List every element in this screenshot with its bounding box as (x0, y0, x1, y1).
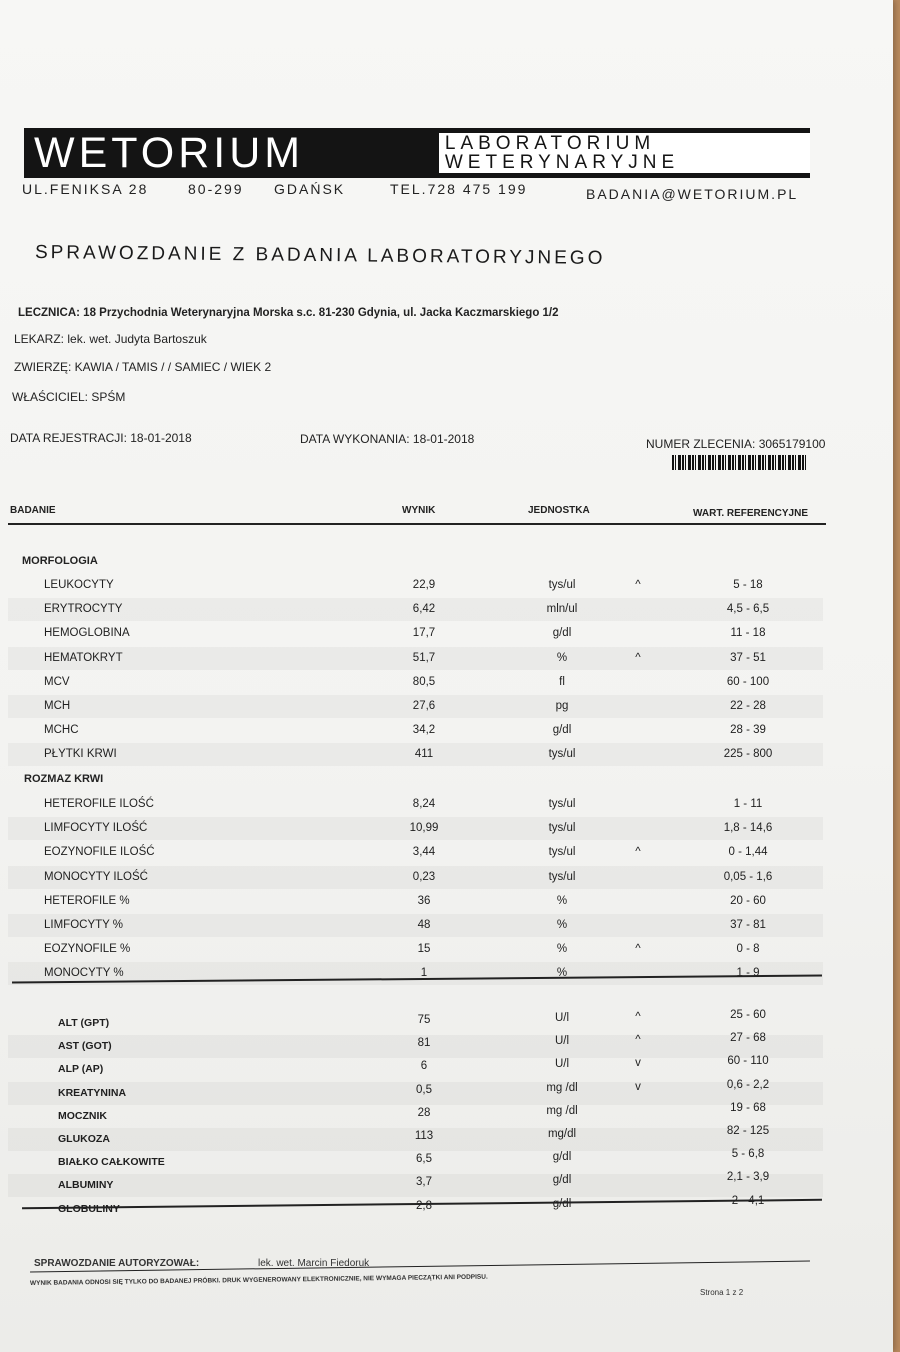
result-value: 48 (417, 919, 431, 931)
table-row (8, 1032, 823, 1058)
reference-range: 0 - 8 (736, 943, 760, 956)
clinic-value: 18 Przychodnia Weterynaryjna Morska s.c. 81-230 Gdynia, ul. Jacka Kaczmarskiego 1/2 (83, 307, 559, 319)
flag: ^ (635, 651, 641, 664)
table-row (8, 719, 823, 742)
test-name: GLUKOZA (58, 1133, 110, 1145)
flag: v (635, 1080, 641, 1093)
reference-range: 37 - 81 (730, 919, 766, 931)
test-name: ALBUMINY (58, 1179, 114, 1192)
table-row (8, 743, 823, 766)
test-name: HEMATOKRYT (44, 651, 123, 664)
reference-range: 5 - 18 (733, 579, 763, 591)
owner-value: SPŚM (91, 390, 126, 404)
unit: g/dl (552, 1197, 572, 1210)
reference-range: 22 - 28 (730, 700, 766, 712)
test-name: MOCZNIK (58, 1109, 107, 1122)
reference-range: 82 - 125 (726, 1125, 770, 1137)
result-value: 1 (420, 967, 428, 980)
test-name: AST (GOT) (58, 1040, 112, 1053)
reference-range: 5 - 6,8 (731, 1148, 765, 1161)
reference-range: 60 - 110 (727, 1055, 769, 1068)
order-number-label: NUMER ZLECENIA: (646, 437, 756, 451)
table-row (8, 866, 823, 889)
result-value: 75 (417, 1014, 431, 1026)
flag: ^ (635, 1034, 641, 1047)
table-row (8, 817, 823, 840)
unit: tys/ul (548, 798, 576, 810)
flag: ^ (635, 579, 641, 591)
unit: tys/ul (548, 846, 576, 859)
report-title: SPRAWOZDANIE Z BADANIA LABORATORYJNEGO (34, 242, 606, 269)
result-value: 81 (417, 1037, 431, 1050)
header-reference: WART. REFERENCYJNE (693, 508, 809, 519)
reference-range: 4,5 - 6,5 (726, 603, 770, 616)
disclaimer: WYNIK BADANIA ODNOSI SIĘ TYLKO DO BADANEJ PRÓBKI. DRUK WYGENEROWANY ELEKTRONICZNIE, NIE WYMAGA PIECZĄTKI ANI PODPISU. (29, 1273, 488, 1287)
barcode (672, 455, 806, 470)
result-value: 28 (417, 1106, 431, 1119)
test-name: PŁYTKI KRWI (44, 748, 117, 761)
test-name: ALP (AP) (58, 1063, 104, 1076)
unit: mln/ul (546, 603, 578, 616)
section-morphology: MORFOLOGIA (22, 555, 98, 567)
table-row (8, 622, 823, 645)
test-name: MONOCYTY ILOŚĆ (44, 870, 148, 883)
result-value: 6 (420, 1060, 428, 1073)
test-name: GLOBULINY (58, 1202, 120, 1215)
test-name: ALT (GPT) (58, 1017, 110, 1029)
reference-range: 19 - 68 (730, 1101, 766, 1114)
logo-main-text: WETORIUM (34, 129, 305, 177)
flag: v (635, 1057, 641, 1070)
result-value: 80,5 (412, 675, 436, 688)
result-value: 17,7 (412, 627, 436, 640)
animal-line (14, 360, 271, 374)
reference-range: 37 - 51 (730, 651, 766, 664)
test-name: ERYTROCYTY (44, 603, 123, 616)
test-name: LEUKOCYTY (44, 579, 114, 591)
order-number (646, 437, 825, 451)
logo-sub-text (439, 133, 810, 173)
unit: % (556, 894, 568, 907)
unit: mg/dl (547, 1128, 577, 1140)
owner-line (12, 390, 125, 404)
table-row (8, 793, 823, 816)
unit: % (556, 943, 568, 956)
result-value: 411 (414, 748, 434, 761)
table-row (8, 1009, 823, 1035)
reference-range: 0 - 1,44 (728, 846, 768, 859)
unit: % (556, 651, 568, 664)
header-test: BADANIE (10, 505, 56, 516)
logo-sub-line-2: WETERYNARYJNE (444, 152, 680, 173)
table-row (8, 1101, 823, 1128)
address-street: UL.FENIKSA 28 (22, 181, 149, 197)
address-postcode: 80-299 (188, 181, 244, 197)
result-value: 3,7 (416, 1176, 432, 1189)
unit: fl (559, 675, 565, 688)
header-result: WYNIK (402, 505, 436, 516)
reference-range: 20 - 60 (730, 894, 766, 907)
reference-range: 0,6 - 2,2 (726, 1078, 770, 1091)
unit: g/dl (552, 1151, 572, 1164)
test-name: MCH (44, 700, 71, 712)
reference-range: 1,8 - 14,6 (723, 822, 773, 835)
address-phone: TEL.728 475 199 (390, 181, 528, 197)
reference-range: 60 - 100 (726, 675, 770, 688)
animal-value: KAWIA / TAMIS / / SAMIEC / WIEK 2 (74, 360, 272, 374)
reference-range: 2,1 - 3,9 (726, 1171, 770, 1184)
result-value: 2,8 (416, 1199, 432, 1212)
unit: mg /dl (546, 1104, 578, 1117)
unit: tys/ul (548, 748, 576, 761)
test-name: MCV (44, 675, 70, 688)
address-city: GDAŃSK (274, 181, 346, 197)
logo-sub-line-1: LABORATORIUM (444, 133, 656, 154)
reference-range: 11 - 18 (730, 627, 766, 640)
table-row (8, 841, 823, 864)
test-name: HEMOGLOBINA (44, 627, 130, 640)
doctor-value: lek. wet. Judyta Bartoszuk (67, 332, 207, 346)
table-row (8, 914, 823, 937)
registration-date-label: DATA REJESTRACJI: (10, 431, 127, 445)
result-value: 113 (414, 1130, 434, 1142)
doctor-label: LEKARZ: (14, 332, 65, 346)
clinic-line (18, 307, 559, 319)
lab-logo (24, 128, 810, 178)
table-row (8, 1055, 823, 1081)
test-name: KREATYNINA (58, 1086, 127, 1099)
reference-range: 2 - 4,1 (731, 1194, 765, 1207)
order-number-value: 3065179100 (758, 437, 826, 451)
result-value: 10,99 (409, 822, 439, 835)
test-name: MCHC (44, 724, 79, 737)
unit: g/dl (552, 1174, 572, 1187)
header-unit: JEDNOSTKA (528, 505, 590, 516)
reference-range: 1 - 9 (736, 967, 760, 980)
table-row (8, 938, 823, 961)
animal-label: ZWIERZĘ: (14, 360, 72, 374)
result-value: 0,5 (416, 1083, 432, 1096)
unit: g/dl (552, 724, 572, 737)
header-divider (8, 523, 826, 525)
unit: % (556, 919, 568, 931)
test-name: HETEROFILE ILOŚĆ (44, 798, 154, 810)
test-name: MONOCYTY % (44, 967, 124, 980)
reference-range: 225 - 800 (723, 748, 773, 761)
table-row (8, 695, 823, 718)
unit: pg (555, 700, 569, 712)
table-row (8, 598, 823, 621)
execution-date-value: 18-01-2018 (412, 432, 475, 446)
result-value: 0,23 (412, 870, 436, 883)
reference-range: 25 - 60 (730, 1009, 766, 1021)
result-value: 8,24 (412, 798, 436, 810)
reference-range: 28 - 39 (730, 724, 766, 737)
flag: ^ (635, 846, 641, 859)
result-value: 3,44 (412, 846, 436, 859)
reference-range: 27 - 68 (730, 1032, 766, 1045)
unit: U/l (554, 1035, 570, 1048)
result-value: 34,2 (412, 724, 436, 737)
test-name: BIAŁKO CAŁKOWITE (58, 1156, 165, 1169)
unit: tys/ul (548, 822, 576, 835)
result-value: 36 (417, 894, 431, 907)
table-row (8, 1171, 823, 1197)
table-row (8, 574, 823, 597)
unit: mg /dl (546, 1081, 578, 1094)
address-email: BADANIA@WETORIUM.PL (586, 186, 799, 202)
owner-label: WŁAŚCICIEL: (12, 390, 89, 404)
test-name: EOZYNOFILE % (44, 943, 131, 956)
result-value: 6,42 (412, 603, 436, 616)
table-row (8, 671, 823, 694)
unit: U/l (554, 1058, 570, 1071)
table-row (8, 1148, 823, 1174)
result-value: 6,5 (416, 1153, 432, 1166)
registration-date-value: 18-01-2018 (130, 431, 192, 445)
test-name: LIMFOCYTY ILOŚĆ (44, 822, 148, 835)
result-value: 22,9 (412, 579, 436, 591)
reference-range: 0,05 - 1,6 (723, 870, 773, 883)
unit: tys/ul (548, 870, 576, 883)
page-number: Strona 1 z 2 (700, 1288, 744, 1297)
table-row (8, 1078, 823, 1105)
flag: ^ (635, 943, 641, 956)
table-row (8, 1125, 823, 1151)
section-blood-smear: ROZMAZ KRWI (24, 773, 104, 785)
unit: % (556, 967, 568, 980)
unit: g/dl (552, 627, 572, 640)
execution-date-label: DATA WYKONANIA: (300, 432, 410, 446)
reference-range: 1 - 11 (733, 798, 763, 810)
table-row (8, 890, 823, 913)
clinic-label: LECZNICA: (18, 307, 80, 319)
doctor-line (14, 332, 207, 346)
unit: U/l (554, 1012, 570, 1024)
authorized-by: lek. wet. Marcin Fiedoruk (258, 1258, 370, 1269)
test-name: HETEROFILE % (44, 894, 130, 907)
unit: tys/ul (548, 579, 576, 591)
table-row (8, 647, 823, 670)
registration-date (10, 431, 192, 445)
authorized-label: SPRAWOZDANIE AUTORYZOWAŁ: (34, 1258, 200, 1269)
test-name: LIMFOCYTY % (44, 919, 124, 931)
result-value: 27,6 (412, 700, 436, 712)
result-value: 15 (417, 943, 431, 956)
result-value: 51,7 (412, 651, 436, 664)
test-name: EOZYNOFILE ILOŚĆ (44, 846, 155, 859)
execution-date (300, 432, 474, 446)
flag: ^ (635, 1011, 641, 1023)
